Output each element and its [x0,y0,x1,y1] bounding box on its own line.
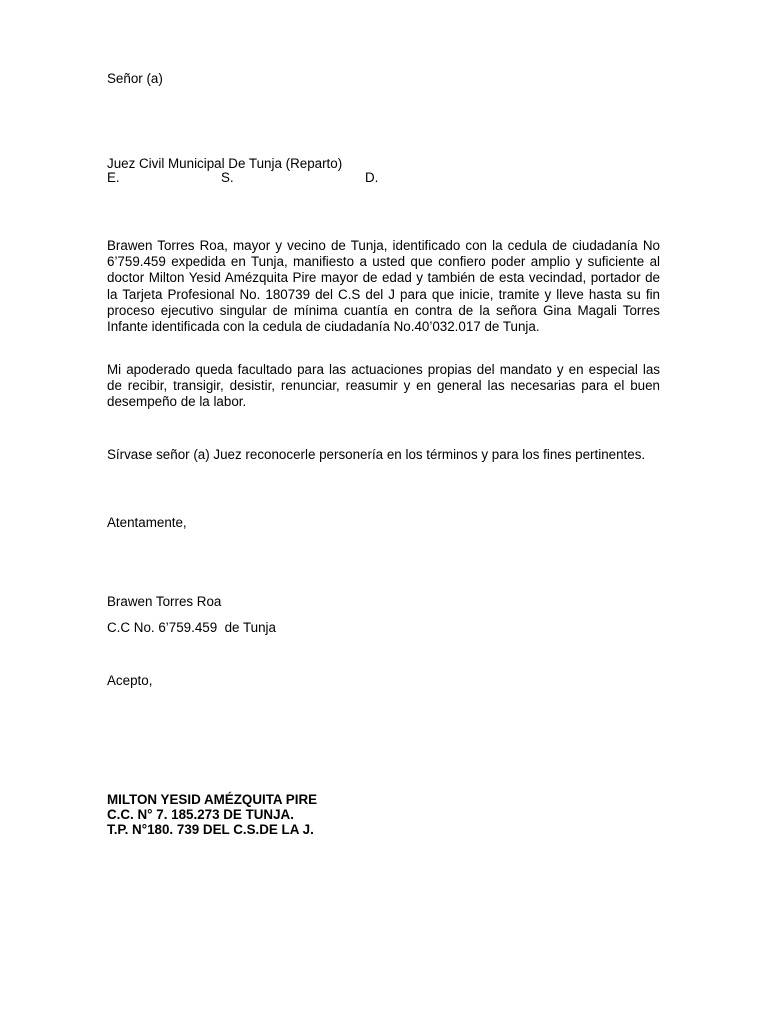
attorney-name: MILTON YESID AMÉZQUITA PIRE [107,792,318,807]
body-paragraph-1: Brawen Torres Roa, mayor y vecino de Tunja, identificado con la cedula de ciudadanía No 6’759.459 expedida en Tunja, manifiesto a usted que confiero poder amplio y suficiente al doctor Milton Yesid Amézquita Pire mayor de edad y también de esta vecindad, portador de la Tarjeta Profesional No. 180739 del C.S del J para que inicie, tramite y lleve hasta su fin proceso ejecutivo singular de mínima cuantía en contra de la señora Gina Magali Torres Infante identificada con la cedula de ciudadanía No.40’032.017 de Tunja. [107,238,660,335]
salutation: Señor (a) [107,71,163,86]
grantor-name: Brawen Torres Roa [107,594,222,609]
body-paragraph-2: Mi apoderado queda facultado para las actuaciones propias del mandato y en especial las de recibir, transigir, desistir, renunciar, reasumir y en general las necesarias para el buen desempeño de la labor. [107,362,660,410]
acceptance: Acepto, [107,673,153,688]
esd-line [107,170,407,187]
closing: Atentamente, [107,515,187,530]
esd-d: D. [365,170,379,185]
grantor-id: C.C No. 6’759.459 de Tunja [107,620,276,635]
esd-e: E. [107,170,120,185]
attorney-license: T.P. N°180. 739 DEL C.S.DE LA J. [107,822,314,837]
esd-s: S. [221,170,234,185]
body-paragraph-3: Sírvase señor (a) Juez reconocerle personería en los términos y para los fines pertinentes. [107,447,646,462]
court-addressee: Juez Civil Municipal De Tunja (Reparto) [107,156,343,171]
attorney-id: C.C. N° 7. 185.273 DE TUNJA. [107,807,294,822]
